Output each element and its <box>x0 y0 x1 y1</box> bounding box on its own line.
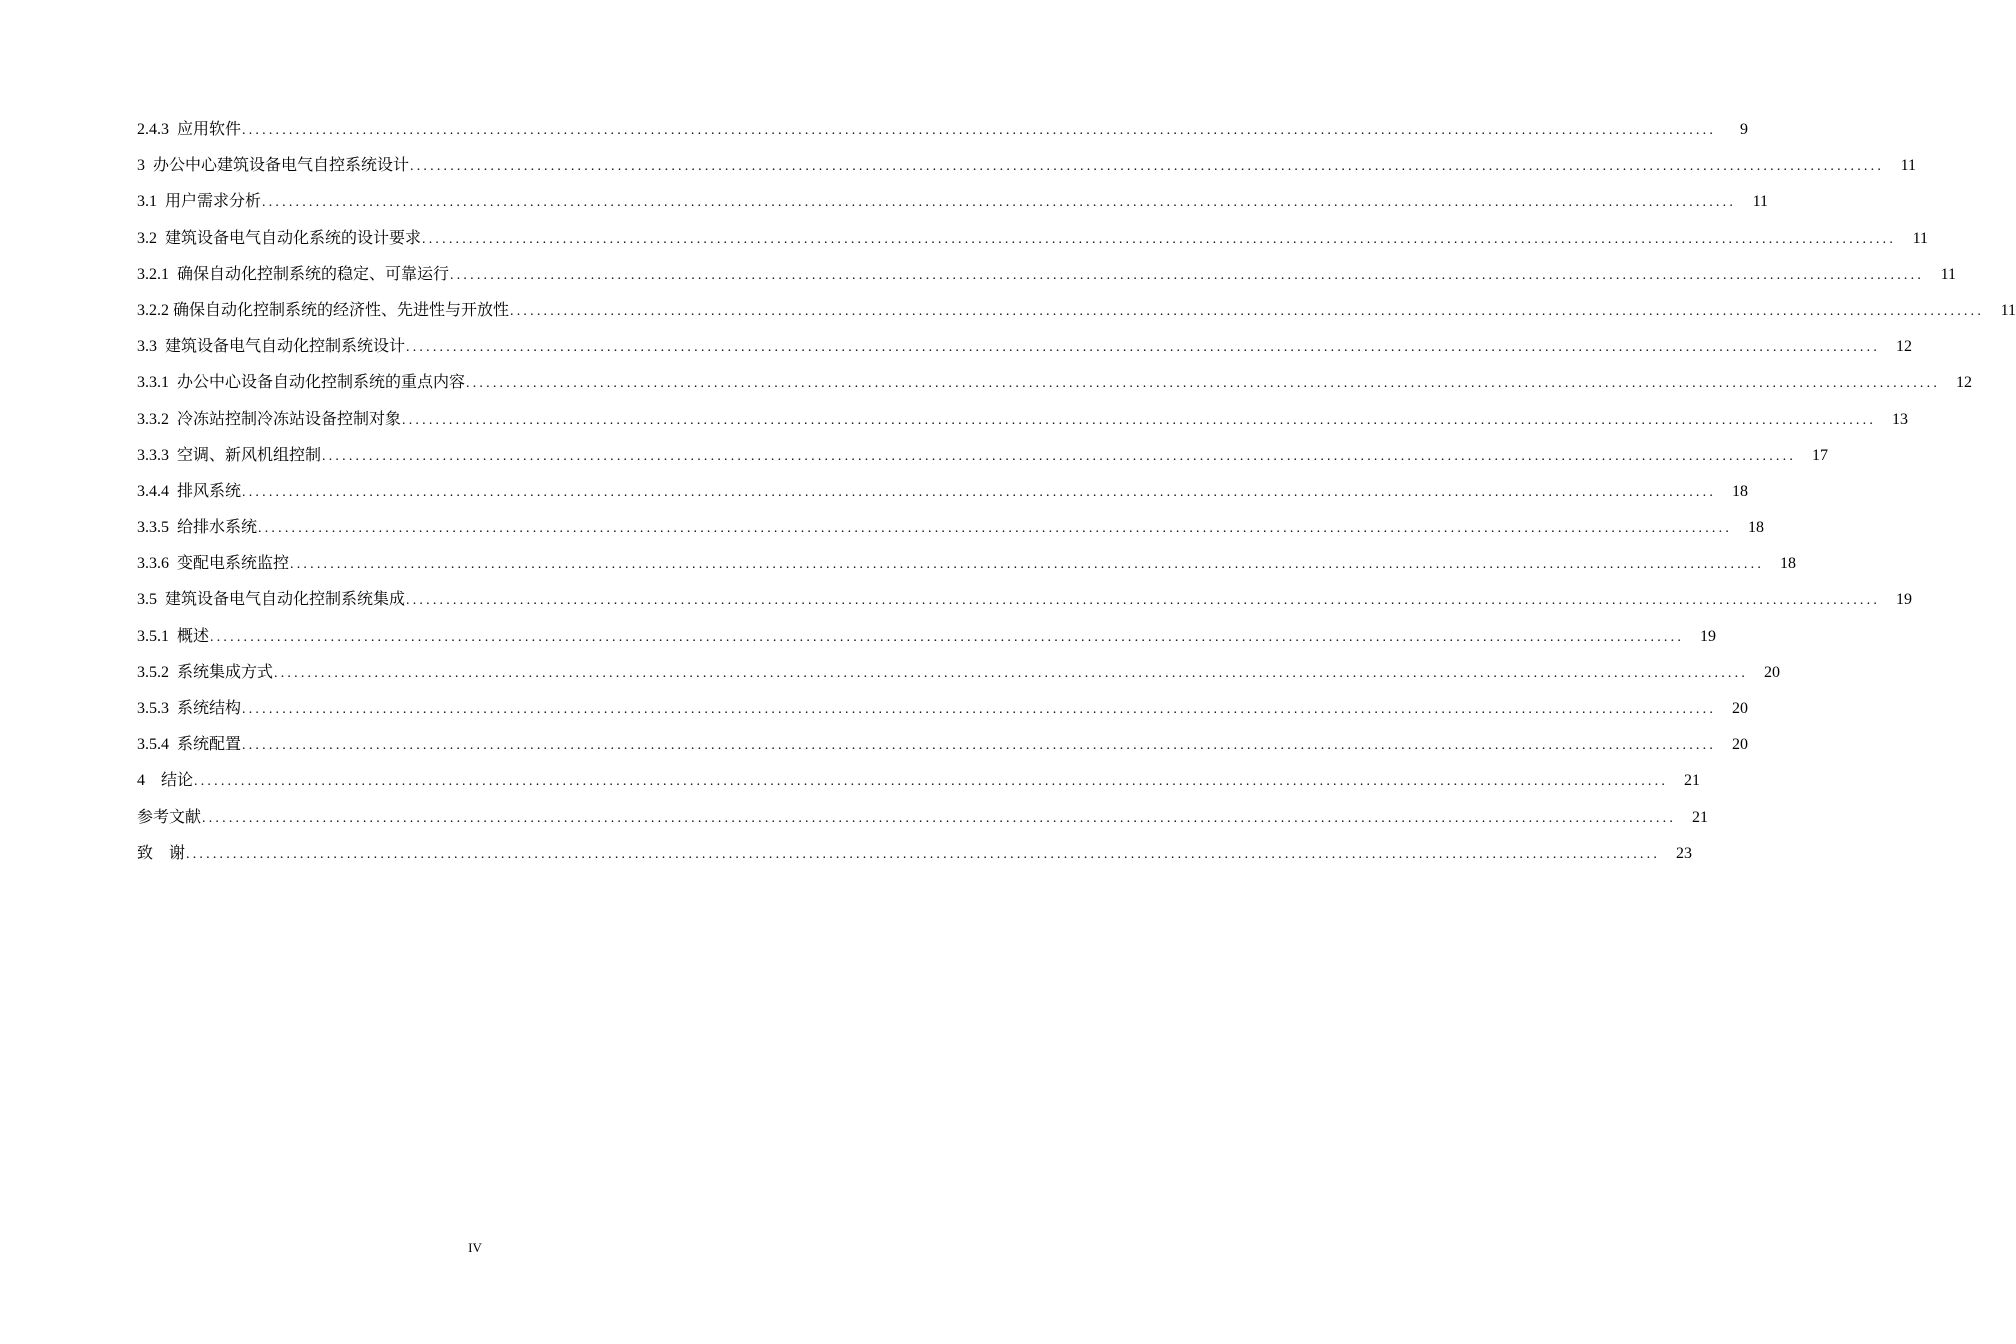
toc-entry-label: 3.5.2 系统集成方式 <box>137 663 274 681</box>
toc-entry-page: 19 <box>1896 591 1913 609</box>
toc-entry[interactable] <box>137 333 1913 369</box>
toc-entry[interactable] <box>137 261 1957 297</box>
toc-dot-leader: ............................................................................................................................................................................................................................ <box>242 123 1717 138</box>
toc-entry[interactable] <box>137 767 1701 803</box>
page-number: IV <box>468 1240 482 1255</box>
toc-entry-label: 3.5 建筑设备电气自动化控制系统集成 <box>137 591 406 609</box>
toc-entry[interactable] <box>137 188 1769 224</box>
toc-entry-page: 17 <box>1812 446 1829 464</box>
toc-entry[interactable] <box>137 659 1781 695</box>
toc-dot-leader: ............................................................................................................................................................................................................................ <box>242 702 1717 717</box>
toc-entry-page: 11 <box>2000 301 2016 319</box>
table-of-contents <box>137 116 2016 876</box>
toc-entry-label: 3.4.4 排风系统 <box>137 482 242 500</box>
toc-dot-leader: ............................................................................................................................................................................................................................ <box>202 810 1677 826</box>
toc-entry[interactable] <box>137 623 1717 659</box>
toc-entry-page: 20 <box>1764 663 1781 681</box>
toc-entry[interactable] <box>137 406 1909 442</box>
toc-entry-page: 18 <box>1748 519 1765 537</box>
toc-entry[interactable] <box>137 840 1693 876</box>
toc-dot-leader: ............................................................................................................................................................................................................................ <box>194 774 1669 790</box>
toc-entry[interactable] <box>137 586 1913 622</box>
toc-entry-label: 3.5.1 概述 <box>137 627 210 645</box>
toc-entry-label: 3 办公中心建筑设备电气自控系统设计 <box>137 157 410 175</box>
toc-dot-leader: ............................................................................................................................................................................................................................ <box>406 340 1881 356</box>
toc-entry-label: 参考文献 <box>137 808 202 826</box>
toc-entry-page: 9 <box>1740 121 1749 138</box>
toc-dot-leader: ............................................................................................................................................................................................................................ <box>466 376 1941 392</box>
toc-entry-page: 18 <box>1780 555 1797 573</box>
toc-entry[interactable] <box>137 369 1973 405</box>
toc-entry-page: 21 <box>1684 772 1701 790</box>
toc-entry-page: 18 <box>1732 482 1749 500</box>
toc-entry-label: 3.2.2 确保自动化控制系统的经济性、先进性与开放性 <box>137 301 510 319</box>
toc-dot-leader: ............................................................................................................................................................................................................................ <box>210 629 1685 645</box>
toc-entry-page: 20 <box>1732 736 1749 754</box>
toc-dot-leader: ............................................................................................................................................................................................................................ <box>186 846 1661 862</box>
toc-entry-page: 12 <box>1896 338 1913 356</box>
toc-dot-leader: ............................................................................................................................................................................................................................ <box>422 231 1897 247</box>
toc-entry-page: 19 <box>1700 627 1717 645</box>
toc-dot-leader: ............................................................................................................................................................................................................................ <box>242 738 1717 754</box>
toc-entry-label: 3.5.3 系统结构 <box>137 700 242 717</box>
toc-dot-leader: ............................................................................................................................................................................................................................ <box>510 303 1985 319</box>
toc-dot-leader: ............................................................................................................................................................................................................................ <box>242 484 1717 500</box>
toc-entry-label: 3.3.1 办公中心设备自动化控制系统的重点内容 <box>137 374 466 392</box>
toc-entry[interactable] <box>137 297 2016 333</box>
toc-entry-page: 13 <box>1892 410 1909 428</box>
toc-dot-leader: ............................................................................................................................................................................................................................ <box>402 412 1877 428</box>
toc-entry-label: 致 谢 <box>137 844 186 862</box>
toc-dot-leader: ............................................................................................................................................................................................................................ <box>322 448 1797 464</box>
toc-dot-leader: ............................................................................................................................................................................................................................ <box>290 557 1765 573</box>
toc-entry[interactable] <box>137 225 1929 261</box>
toc-dot-leader: ............................................................................................................................................................................................................................ <box>274 665 1749 681</box>
toc-entry-page: 11 <box>1940 265 1957 283</box>
toc-entry[interactable] <box>137 804 1709 840</box>
toc-entry-page: 11 <box>1900 157 1917 175</box>
toc-dot-leader: ............................................................................................................................................................................................................................ <box>410 159 1885 175</box>
toc-entry[interactable] <box>137 478 1749 514</box>
toc-entry-page: 12 <box>1956 374 1973 392</box>
toc-entry-label: 4 结论 <box>137 772 194 790</box>
toc-entry-page: 20 <box>1732 700 1749 717</box>
toc-entry[interactable] <box>137 731 1749 767</box>
toc-entry-page: 11 <box>1752 193 1769 211</box>
toc-entry[interactable] <box>137 442 1829 478</box>
toc-entry-page: 21 <box>1692 808 1709 826</box>
toc-entry-page: 23 <box>1676 844 1693 862</box>
toc-entry-label: 2.4.3 应用软件 <box>137 121 242 138</box>
toc-entry-label: 3.5.4 系统配置 <box>137 736 242 754</box>
toc-dot-leader: ............................................................................................................................................................................................................................ <box>262 195 1737 211</box>
toc-entry-label: 3.3.6 变配电系统监控 <box>137 555 290 573</box>
toc-entry-label: 3.3 建筑设备电气自动化控制系统设计 <box>137 338 406 356</box>
toc-dot-leader: ............................................................................................................................................................................................................................ <box>450 267 1925 283</box>
toc-dot-leader: ............................................................................................................................................................................................................................ <box>406 593 1881 609</box>
toc-entry-label: 3.1 用户需求分析 <box>137 193 262 211</box>
toc-entry[interactable] <box>137 116 1749 152</box>
toc-entry[interactable] <box>137 514 1765 550</box>
toc-entry-label: 3.3.5 给排水系统 <box>137 519 258 537</box>
toc-entry[interactable] <box>137 152 1917 188</box>
toc-entry-label: 3.3.2 冷冻站控制冷冻站设备控制对象 <box>137 410 402 428</box>
toc-entry-label: 3.3.3 空调、新风机组控制 <box>137 446 322 464</box>
toc-entry-label: 3.2.1 确保自动化控制系统的稳定、可靠运行 <box>137 265 450 283</box>
toc-entry-label: 3.2 建筑设备电气自动化系统的设计要求 <box>137 229 422 247</box>
toc-entry[interactable] <box>137 550 1797 586</box>
toc-entry[interactable] <box>137 695 1749 731</box>
toc-entry-page: 11 <box>1912 229 1929 247</box>
toc-dot-leader: ............................................................................................................................................................................................................................ <box>258 521 1733 537</box>
